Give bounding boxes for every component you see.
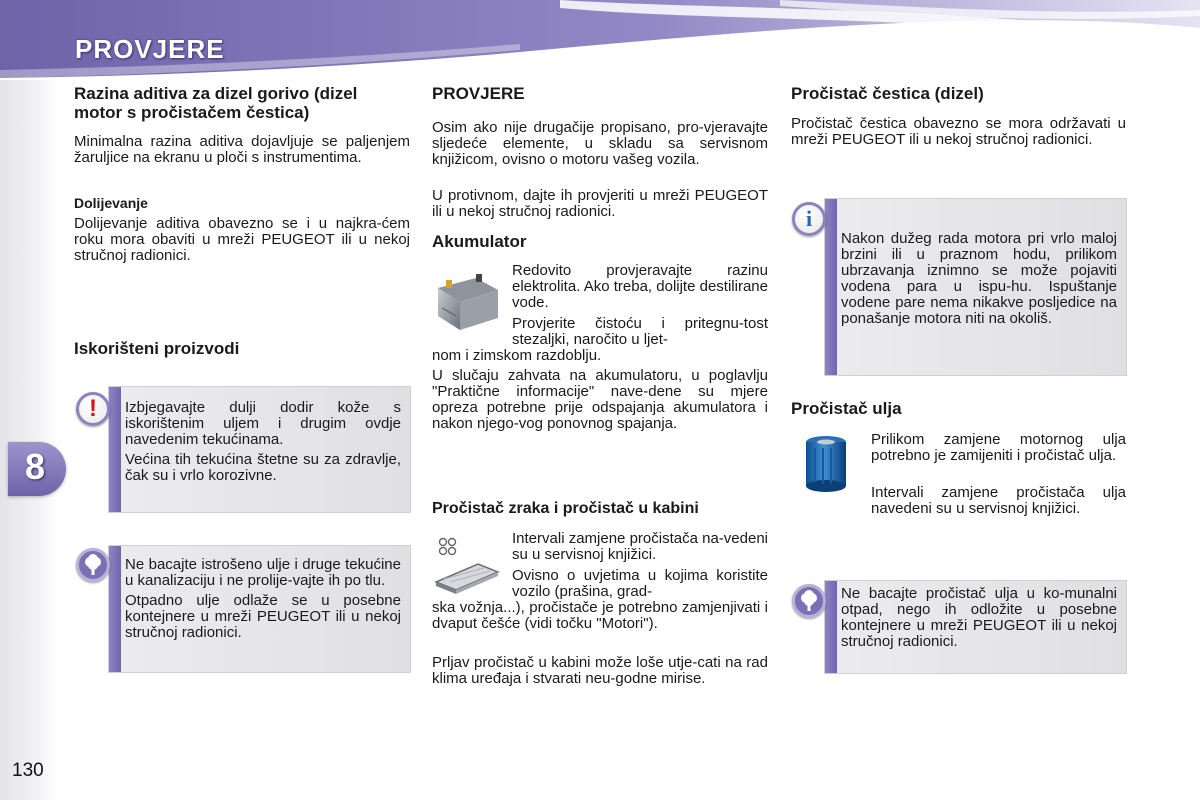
warning-box xyxy=(108,386,411,513)
eco-text-2: Otpadno ulje odlaže se u posebne kontejnere u mreži PEUGEOT ili u nekoj stručnoj radionici. xyxy=(125,592,401,641)
eco-box-right-bar xyxy=(825,581,837,673)
checks-text-1: Osim ako nije drugačije propisano, pro-vjeravajte sljedeće elemente, u skladu sa servisnom knjižicom, ovisno o motoru vašeg vozila. xyxy=(432,119,768,168)
warning-text-2: Većina tih tekućina štetne su za zdravlje, čak su i vrlo korozivne. xyxy=(125,451,401,484)
oil-filter-text-2: Intervali zamjene pročistača ulja navedeni su u servisnoj knjižici. xyxy=(871,484,1126,517)
info-box-content xyxy=(841,231,1117,327)
tree-icon-right xyxy=(792,584,826,618)
info-box xyxy=(824,198,1127,376)
oil-filter-icon xyxy=(803,434,849,496)
checks-heading: PROVJERE xyxy=(432,84,525,103)
air-filter-icon xyxy=(432,560,502,596)
topup-heading: Dolijevanje xyxy=(74,195,148,211)
chapter-tab xyxy=(8,442,66,496)
battery-icon xyxy=(432,268,502,334)
topup-text: Dolijevanje aditiva obavezno se i u najkra-ćem roku mora obaviti u mreži PEUGEOT ili u nekoj stručnoj radionici. xyxy=(74,215,410,264)
tree-glyph-right xyxy=(795,587,823,615)
particle-filter-heading: Pročistač čestica (dizel) xyxy=(791,84,984,103)
exclamation-glyph: ! xyxy=(89,395,97,422)
tree-glyph xyxy=(79,551,107,579)
page-title: PROVJERE xyxy=(75,34,225,64)
info-text: Nakon dužeg rada motora pri vrlo maloj brzini ili u praznom hodu, prilikom ubrzavanja iznimno se može pojaviti vodena para u ispu-hu. Ispuštanje vodene pare nema nikakve posljedice na ponašanje motora niti na okoliš. xyxy=(841,230,1117,327)
checks-text-2: U protivnom, dajte ih provjeriti u mreži PEUGEOT ili u nekoj stručnoj radionici. xyxy=(432,187,768,220)
eco-box-bar xyxy=(109,546,121,672)
eco-box-right-content xyxy=(841,586,1117,650)
battery-heading: Akumulator xyxy=(432,232,527,251)
service-interval-icon xyxy=(437,537,459,557)
warning-text-1: Izbjegavajte dulji dodir kože s iskorištenim uljem i drugim ovdje navedenim tekućinama. xyxy=(125,399,401,448)
eco-right-text: Ne bacajte pročistač ulja u ko-munalni otpad, nego ih odložite u posebne kontejnere u mreži PEUGEOT ili u nekoj stručnoj radionici. xyxy=(841,585,1117,650)
tree-icon xyxy=(76,548,110,582)
air-filter-text-3: Prljav pročistač u kabini može loše utje-cati na rad klima uređaja i stvarati neu-godne mirise. xyxy=(432,654,768,687)
warning-box-content xyxy=(125,400,401,484)
info-glyph: i xyxy=(805,206,813,231)
used-products-heading: Iskorišteni proizvodi xyxy=(74,339,240,358)
air-filter-heading: Pročistač zraka i pročistač u kabini xyxy=(432,500,699,517)
chapter-number: 8 xyxy=(24,446,46,487)
eco-box-right xyxy=(824,580,1127,674)
battery-text-1: Redovito provjeravajte razinu elektrolita. Ako treba, dolijte destilirane vode. xyxy=(512,262,768,311)
battery-text-2b: nom i zimskom razdoblju. xyxy=(432,347,602,364)
oil-filter-text-1: Prilikom zamjene motornog ulja potrebno je zamijeniti i pročistač ulja. xyxy=(871,431,1126,464)
battery-text-2a: Provjerite čistoću i pritegnu-tost stezaljki, naročito u ljet- xyxy=(512,315,768,348)
eco-text-1: Ne bacajte istrošeno ulje i druge tekućine u kanalizaciju i ne prolije-vajte ih po tlu. xyxy=(125,556,401,589)
info-box-bar xyxy=(825,199,837,375)
left-margin-rail xyxy=(0,80,58,800)
warning-box-bar xyxy=(109,387,121,512)
oil-filter-heading: Pročistač ulja xyxy=(791,399,902,418)
air-filter-text-1: Intervali zamjene pročistača na-vedeni su u servisnoj knjižici. xyxy=(512,530,768,563)
eco-box-left-content xyxy=(125,557,401,641)
eco-box-left xyxy=(108,545,411,673)
air-filter-text-2b: ska vožnja...), pročistače je potrebno zamjenjivati i dvaput češće (vidi točku "Motori"). xyxy=(432,599,768,632)
page-number: 130 xyxy=(12,760,44,781)
info-icon xyxy=(792,202,826,236)
additive-level-text: Minimalna razina aditiva dojavljuje se paljenjem žaruljice na ekranu u ploči s instrumentima. xyxy=(74,133,410,166)
additive-level-heading: Razina aditiva za dizel gorivo (dizel motor s pročistačem čestica) xyxy=(74,84,358,122)
air-filter-text-2a: Ovisno o uvjetima u kojima koristite vozilo (prašina, grad- xyxy=(512,567,768,600)
battery-text-3: U slučaju zahvata na akumulatoru, u poglavlju "Praktične informacije" nave-dene su mjere opreza potrebne prije odspajanja akumulatora i nakon njego-vog ponovnog spajanja. xyxy=(432,367,768,432)
warning-icon xyxy=(76,392,110,426)
particle-filter-text: Pročistač čestica obavezno se mora održavati u mreži PEUGEOT ili u nekoj stručnoj radionici. xyxy=(791,115,1126,148)
